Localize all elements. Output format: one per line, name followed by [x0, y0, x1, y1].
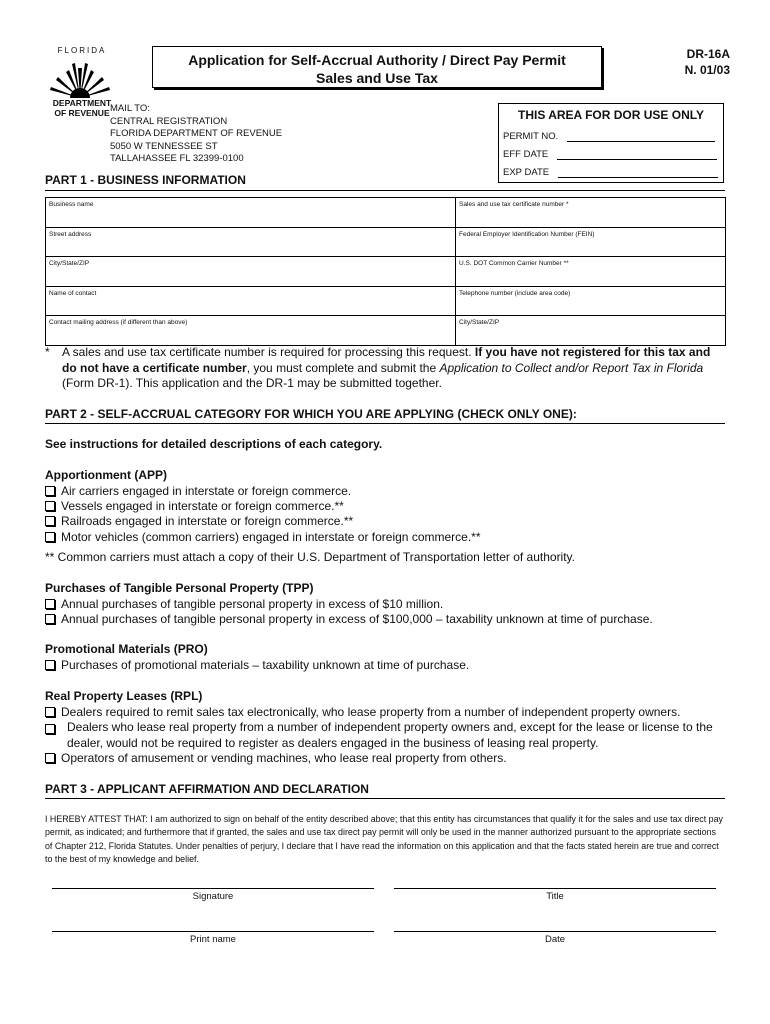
tpp-100000-option[interactable]: Annual purchases of tangible personal property in excess of $100,000 – taxability unknown at time of purchase. — [45, 612, 653, 628]
rpl-electronic-option[interactable]: Dealers required to remit sales tax electronically, who lease property from a number of independent property owners. — [45, 705, 680, 721]
checkbox[interactable] — [45, 501, 55, 511]
checkbox[interactable] — [45, 486, 55, 496]
divider — [45, 190, 725, 191]
divider — [45, 423, 725, 424]
fein-field[interactable]: Federal Employer Identification Number (FEIN) — [456, 227, 726, 257]
app-railroads-option[interactable]: Railroads engaged in interstate or foreign commerce.** — [45, 514, 353, 530]
signature-label: Signature — [192, 891, 234, 902]
business-info-table — [45, 197, 726, 346]
pro-heading: Promotional Materials (PRO) — [45, 642, 208, 656]
street-address-field[interactable]: Street address — [46, 227, 456, 257]
checkbox[interactable] — [45, 614, 55, 624]
app-air-carriers-option[interactable]: Air carriers engaged in interstate or foreign commerce. — [45, 484, 351, 500]
checkbox[interactable] — [45, 753, 55, 763]
dor-box-title: THIS AREA FOR DOR USE ONLY — [517, 108, 705, 122]
title-label: Title — [546, 891, 564, 902]
app-vessels-option[interactable]: Vessels engaged in interstate or foreign commerce.** — [45, 499, 344, 515]
date-line[interactable] — [394, 931, 716, 932]
sales-tax-certificate-field[interactable]: Sales and use tax certificate number * — [456, 198, 726, 228]
part1-heading: PART 1 - BUSINESS INFORMATION — [45, 173, 246, 187]
form-number: DR-16A N. 01/03 — [684, 47, 730, 77]
exp-date-field[interactable] — [558, 168, 718, 178]
permit-number-field[interactable] — [567, 132, 715, 142]
common-carrier-footnote: ** Common carriers must attach a copy of their U.S. Department of Transportation letter of authority. — [45, 550, 576, 564]
business-name-field[interactable]: Business name — [46, 198, 456, 228]
checkbox[interactable] — [45, 532, 55, 542]
eff-date-field[interactable] — [557, 150, 717, 160]
dot-carrier-number-field[interactable]: U.S. DOT Common Carrier Number ** — [456, 257, 726, 287]
checkbox[interactable] — [45, 599, 55, 609]
divider — [45, 798, 725, 799]
title-line[interactable] — [394, 888, 716, 889]
print-name-label: Print name — [190, 934, 236, 945]
contact-name-field[interactable]: Name of contact — [46, 286, 456, 316]
dor-use-only-box — [498, 103, 724, 183]
eff-date-row: EFF DATE — [503, 149, 717, 160]
app-motor-vehicles-option[interactable]: Motor vehicles (common carriers) engaged in interstate or foreign commerce.** — [45, 530, 481, 546]
part3-heading: PART 3 - APPLICANT AFFIRMATION AND DECLARATION — [45, 782, 369, 796]
signature-line[interactable] — [52, 888, 374, 889]
apportionment-heading: Apportionment (APP) — [45, 468, 167, 482]
contact-city-state-zip-field[interactable]: City/State/ZIP — [456, 316, 726, 346]
permit-number-row: PERMIT NO. — [503, 131, 715, 142]
exp-date-row: EXP DATE — [503, 167, 718, 178]
checkbox[interactable] — [45, 516, 55, 526]
tpp-10-million-option[interactable]: Annual purchases of tangible personal property in excess of $10 million. — [45, 597, 443, 613]
checkbox[interactable] — [45, 707, 55, 717]
certificate-note: * A sales and use tax certificate number is required for processing this request. If you have not registered for this tax and do not have a certificate number, you must complete and submit the Application to Collect and/or Report Tax in Florida (Form DR-1). This application and the DR-1 may be submitted together. — [45, 345, 711, 390]
rpl-amusement-option[interactable]: Operators of amusement or vending machines, who lease real property from others. — [45, 751, 507, 767]
form-title: Application for Self-Accrual Authority / Direct Pay Permit Sales and Use Tax — [152, 46, 602, 88]
city-state-zip-field[interactable]: City/State/ZIP — [46, 257, 456, 287]
telephone-field[interactable]: Telephone number (include area code) — [456, 286, 726, 316]
mail-to-address: MAIL TO: CENTRAL REGISTRATION FLORIDA DEPARTMENT OF REVENUE 5050 W TENNESSEE ST TALLAHASSEE FL 32399-0100 — [110, 103, 283, 164]
print-name-line[interactable] — [52, 931, 374, 932]
logo-department-name: DEPARTMENT OF REVENUE — [52, 98, 112, 118]
rpl-heading: Real Property Leases (RPL) — [45, 689, 203, 703]
florida-sun-logo-icon — [48, 54, 112, 98]
checkbox[interactable] — [45, 724, 55, 734]
instructions-note: See instructions for detailed descriptions of each category. — [45, 437, 383, 451]
rpl-lease-dealers-option[interactable]: Dealers who lease real property from a number of independent property owners and, except for the lease or license to the dealer, would not be required to register as dealers engaged in the business of leasing real property. — [45, 720, 735, 751]
checkbox[interactable] — [45, 660, 55, 670]
pro-promotional-option[interactable]: Purchases of promotional materials – taxability unknown at time of purchase. — [45, 658, 469, 674]
affirmation-text: I HEREBY ATTEST THAT: I am authorized to sign on behalf of the entity described above; that this entity has circumstances that qualify it for the sales and use tax direct pay permit, as indicated; and furthermore that if granted, the sales and use tax direct pay permit will only be used in the manner authorized pursuant to the appropriate sections of Chapter 212, Florida Statutes. Under penalties of perjury, I declare that I have read the information on this application and that the facts stated herein are true and correct to the best of my knowledge and belief. — [45, 814, 723, 864]
part2-heading: PART 2 - SELF-ACCRUAL CATEGORY FOR WHICH YOU ARE APPLYING (CHECK ONLY ONE): — [45, 407, 577, 421]
logo-state-name: FLORIDA — [57, 46, 107, 55]
date-label: Date — [544, 934, 566, 945]
tpp-heading: Purchases of Tangible Personal Property (TPP) — [45, 581, 314, 595]
contact-mailing-address-field[interactable]: Contact mailing address (if different than above) — [46, 316, 456, 346]
